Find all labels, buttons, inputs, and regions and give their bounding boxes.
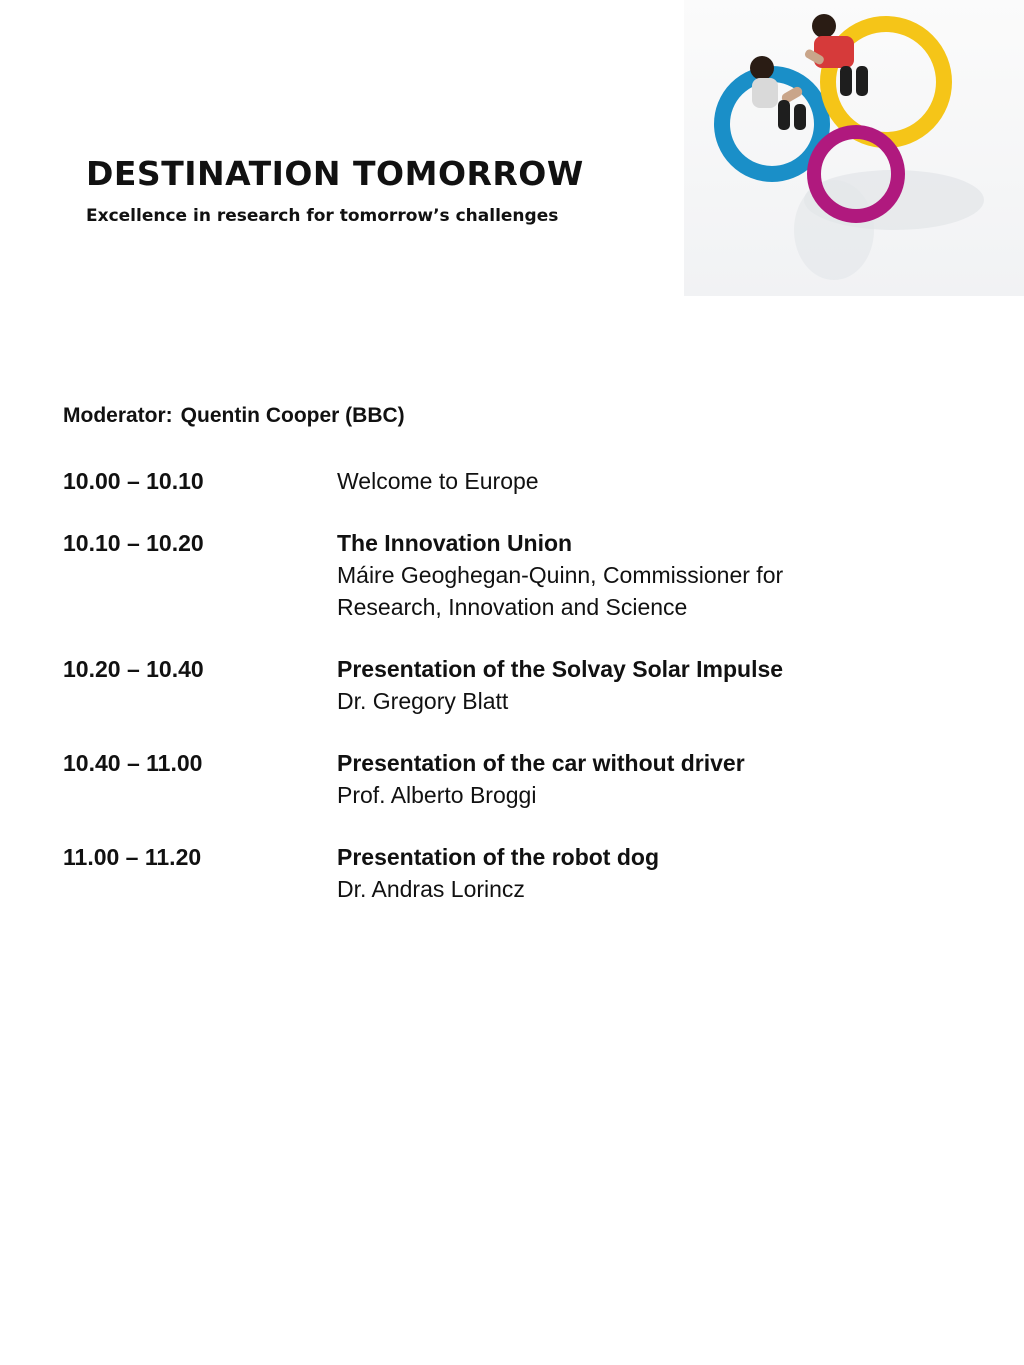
moderator-label: Moderator: [63, 404, 173, 427]
agenda-list [63, 465, 963, 935]
agenda-speaker: Prof. Alberto Broggi [337, 782, 537, 808]
agenda-speaker: Dr. Andras Lorincz [337, 876, 525, 902]
agenda-item [63, 465, 963, 497]
agenda-title: The Innovation Union [337, 530, 573, 556]
agenda-item [63, 747, 963, 811]
agenda-item [63, 527, 963, 623]
moderator-name: Quentin Cooper (BBC) [180, 404, 405, 427]
hero-illustration [684, 0, 1024, 296]
agenda-title: Presentation of the Solvay Solar Impulse [337, 656, 784, 682]
agenda-time: 11.00 – 11.20 [63, 844, 202, 870]
agenda-time: 10.00 – 10.10 [63, 468, 204, 494]
page-subtitle: Excellence in research for tomorrow’s challenges [86, 206, 559, 226]
agenda-time: 10.20 – 10.40 [63, 656, 204, 682]
moderator-line [63, 404, 405, 428]
agenda-item [63, 653, 963, 717]
three-rings-handshake-icon [684, 0, 1024, 296]
agenda-title: Presentation of the robot dog [337, 844, 659, 870]
agenda-speaker: Dr. Gregory Blatt [337, 688, 509, 714]
agenda-time: 10.10 – 10.20 [63, 530, 204, 556]
agenda-item [63, 841, 963, 905]
agenda-title: Presentation of the car without driver [337, 750, 745, 776]
page-title: DESTINATION TOMORROW [86, 154, 584, 193]
agenda-speaker: Máire Geoghegan-Quinn, Commissioner for Research, Innovation and Science [337, 562, 784, 620]
agenda-title: Welcome to Europe [337, 468, 539, 494]
agenda-time: 10.40 – 11.00 [63, 750, 203, 776]
